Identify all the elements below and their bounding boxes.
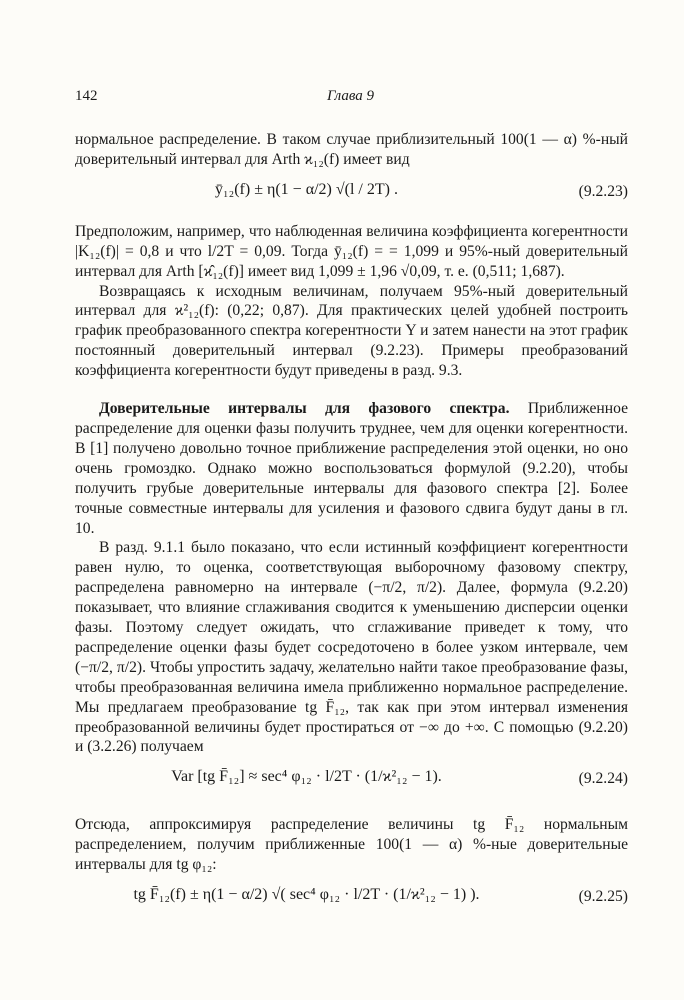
equation-9-2-23 — [75, 170, 628, 222]
page-body — [75, 130, 628, 941]
page-number: 142 — [75, 88, 98, 104]
equation-expression: tg F̄₁₂(f) ± η(1 − α/2) √( sec⁴ φ₁₂ · l/2T · (1/ϰ²₁₂ − 1) ). — [133, 886, 480, 904]
paragraph: Отсюда, аппроксимируя распределение величины tg F̄₁₂ нормальным распределением, получим приближенные 100(1 — α) %-ные доверительные интервалы для tg φ₁₂: — [75, 816, 628, 874]
equation-number: (9.2.23) — [578, 182, 628, 200]
equation-number: (9.2.25) — [578, 888, 628, 906]
equation-number: (9.2.24) — [578, 770, 628, 788]
section-paragraph — [75, 399, 628, 538]
equation-9-2-25 — [75, 875, 628, 941]
chapter-title: Глава 9 — [326, 88, 375, 104]
equation-expression: Var [tg F̄₁₂] ≈ sec⁴ φ₁₂ · l/2T · (1/ϰ²₁₂ − 1). — [171, 768, 442, 786]
section-title: Доверительные интервалы для фазового спектра. — [99, 400, 510, 418]
paragraph: нормальное распределение. В таком случае приблизительный 100(1 — α) %-ный доверительный интервал для Arth ϰ₁₂(f) имеет вид — [75, 131, 628, 168]
paragraph: Возвращаясь к исходным величинам, получаем 95%-ный доверительный интервал для ϰ²₁₂(f): (0,22; 0,87). Для практических целей удобней построить график преобразованного спектра когерентности Y и затем нанести на этот график постоянный доверительный интервал (9.2.23). Примеры преобразований коэффициента когерентности будут приведены в разд. 9.3. — [75, 282, 628, 380]
paragraph: Предположим, например, что наблюденная величина коэффициента когерентности |K₁₂(f)| = 0,8 и что l/2T = 0,09. Тогда ȳ₁₂(f) = = 1,099 и 95%-ный доверительный интервал для Arth [ϰ̂₁₂(f)] имеет вид 1,099 ± 1,96 √0,09, т. е. (0,511; 1,687). — [75, 222, 628, 280]
page-header — [75, 88, 626, 110]
equation-9-2-24 — [75, 757, 628, 815]
paragraph-text: Приближенное распределение для оценки фазы получить труднее, чем для оценки когерентности. В [1] получено довольно точное приближение распределения этой оценки, но оно очень громоздко. Однако можно воспользоваться формулой (9.2.20), чтобы получить грубые доверительные интервалы для фазового спектра [2]. Более точные совместные интервалы для усиления и фазового сдвига будут даны в гл. 10. — [75, 400, 629, 537]
equation-expression: ȳ₁₂(f) ± η(1 − α/2) √(l / 2T) . — [215, 180, 398, 198]
paragraph: В разд. 9.1.1 было показано, что если истинный коэффициент когерентности равен нулю, то оценка, соответствующая выборочному фазовому спектру, распределена равномерно на интервале (−π/2, π/2). Далее, формула (9.2.20) показывает, что влияние сглаживания сводится к уменьшению дисперсии оценки фазы. Поэтому следует ожидать, что сглаживание приведет к тому, что распределение оценки фазы будет сосредоточено в более узком интервале, чем (−π/2, π/2). Чтобы упростить задачу, желательно найти такое преобразование фазы, чтобы преобразованная величина имела приближенно нормальное распределение. Мы предлагаем преобразование tg F̄₁₂, так как при этом интервал изменения преобразованной величины будет простираться от −∞ до +∞. С помощью (9.2.20) и (3.2.26) получаем — [75, 539, 628, 756]
